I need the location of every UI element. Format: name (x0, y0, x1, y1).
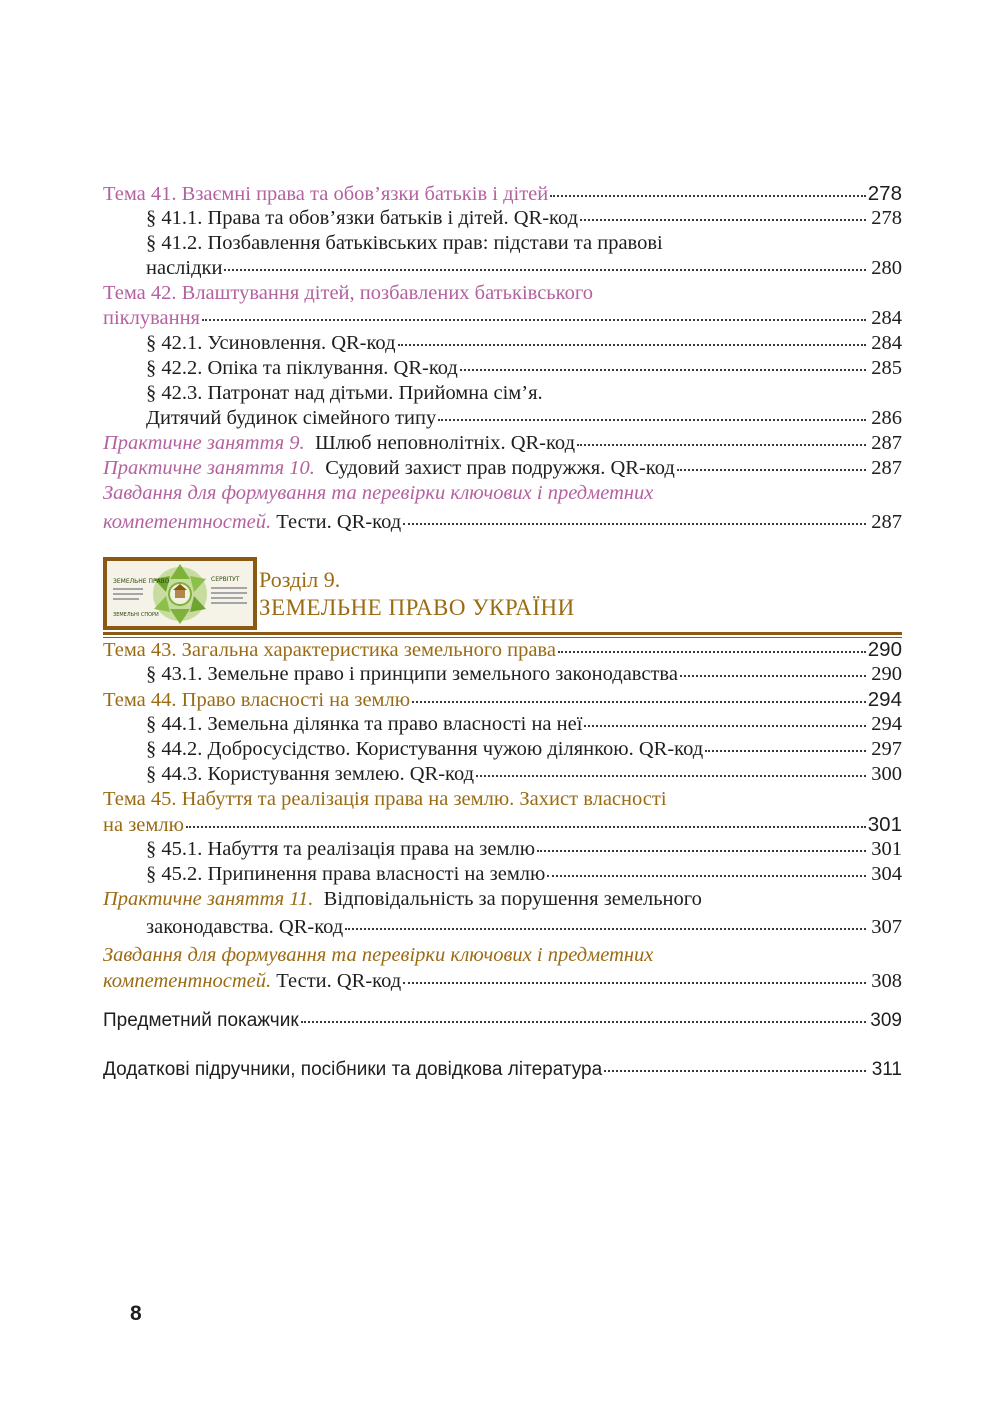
leader-dots (403, 982, 866, 984)
svg-text:СЕРВІТУТ: СЕРВІТУТ (211, 576, 240, 583)
toc-row-text: § 41.1. Права та обов’язки батьків і дітей. QR-код (146, 207, 579, 229)
page-ref: 285 (871, 357, 902, 379)
page-ref: 290 (867, 638, 902, 661)
page-ref: 287 (871, 511, 902, 533)
leader-dots (604, 1070, 866, 1072)
spacer (103, 996, 902, 1008)
page-ref: 308 (871, 970, 902, 992)
toc-row-45-1[interactable] (103, 837, 902, 862)
section-9-header (103, 557, 902, 637)
toc-row-43-1[interactable] (103, 662, 902, 687)
toc-row-text: Тема 41. Взаємні права та обов’язки батьків і дітей (103, 183, 549, 205)
leader-dots (584, 725, 866, 727)
toc-row-tema-43[interactable] (103, 637, 902, 662)
toc-row-tema-45-line2[interactable] (103, 812, 902, 837)
toc-row-text: Тести. QR-код (271, 970, 402, 992)
toc-section-9 (103, 637, 902, 1082)
leader-dots (345, 928, 866, 930)
toc-row-lead: Практичне заняття 10. (103, 457, 315, 479)
leader-dots (705, 750, 866, 752)
toc-row-text: Тести. QR-код (271, 511, 402, 533)
toc-row-text: Додаткові підручники, посібники та довідкова література (103, 1059, 603, 1080)
toc-row-text: § 44.1. Земельна ділянка та право власності на неї (146, 713, 583, 735)
toc-row-44-1[interactable] (103, 712, 902, 737)
toc-row-41-1[interactable] (103, 206, 902, 231)
leader-dots (476, 775, 866, 777)
page-ref: 300 (871, 763, 902, 785)
toc-row-text: § 44.3. Користування землею. QR-код (146, 763, 475, 785)
toc-row-42-3-line2[interactable] (103, 406, 902, 431)
leader-dots (537, 850, 866, 852)
leader-dots (550, 195, 866, 197)
toc-row-additional-literature[interactable] (103, 1057, 902, 1082)
page-ref: 304 (871, 863, 902, 885)
leader-dots (680, 675, 866, 677)
section-title: ЗЕМЕЛЬНЕ ПРАВО УКРАЇНИ (259, 595, 575, 620)
toc-row-41-2-line2[interactable] (103, 256, 902, 281)
toc-row-42-1[interactable] (103, 331, 902, 356)
toc-row-practice-9[interactable] (103, 431, 902, 456)
toc-row-tema-44[interactable] (103, 687, 902, 712)
toc-row-practice-11-line1[interactable] (103, 887, 902, 912)
page-ref: 284 (871, 307, 902, 329)
leader-dots (224, 269, 866, 271)
toc-row-subject-index[interactable] (103, 1008, 902, 1033)
spacer (103, 1033, 902, 1057)
toc-row-text: Предметний покажчик (103, 1010, 299, 1031)
svg-text:ЗЕМЕЛЬНІ СПОРИ: ЗЕМЕЛЬНІ СПОРИ (113, 612, 159, 618)
toc-row-44-2[interactable] (103, 737, 902, 762)
toc-row-tema-42-line1[interactable] (103, 281, 902, 306)
toc-row-lead: компетентностей. (103, 970, 272, 992)
page-number: 8 (130, 1302, 142, 1325)
toc-row-tasks-8-line1[interactable] (103, 481, 902, 506)
toc-row-text: § 44.2. Добросусідство. Користування чужою ділянкою. QR-код (146, 738, 704, 760)
leader-dots (677, 469, 866, 471)
toc-row-text: Дитячий будинок сімейного типу (146, 407, 437, 429)
leader-dots (580, 219, 866, 221)
section-label: Розділ 9. (259, 567, 341, 592)
page-ref: 301 (867, 813, 902, 836)
section-illustration-canvas (107, 561, 253, 626)
page-ref: 287 (871, 457, 902, 479)
section-rule-thick (103, 632, 902, 635)
leader-dots (186, 826, 866, 828)
toc-row-tasks-9-line1[interactable] (103, 940, 902, 968)
toc-row-42-2[interactable] (103, 356, 902, 381)
page-ref: 297 (871, 738, 902, 760)
toc-row-practice-11-line2[interactable] (103, 912, 902, 940)
leader-dots (301, 1021, 866, 1023)
page-ref: 290 (871, 663, 902, 685)
section-illustration (103, 557, 257, 630)
toc-row-text: Судовий захист прав подружжя. QR-код (314, 457, 675, 479)
toc-row-text: на землю (103, 814, 184, 836)
toc-row-lead: Завдання для формування та перевірки ключових і предметних (103, 944, 654, 966)
page-ref: 280 (871, 257, 902, 279)
page-ref: 309 (870, 1010, 902, 1031)
toc-row-text: § 42.3. Патронат над дітьми. Прийомна сім’я. (146, 382, 543, 404)
toc-row-text: Тема 44. Право власності на землю (103, 689, 411, 711)
leader-dots (438, 419, 866, 421)
leader-dots (558, 651, 866, 653)
toc-row-tema-42-line2[interactable] (103, 306, 902, 331)
toc-row-text: § 45.1. Набуття та реалізація права на землю (146, 838, 536, 860)
toc-row-text: § 45.2. Припинення права власності на землю (146, 863, 546, 885)
toc-row-42-3-line1[interactable] (103, 381, 902, 406)
toc-row-41-2-line1[interactable] (103, 231, 902, 256)
toc-row-lead: Практичне заняття 9. (103, 432, 305, 454)
page-ref: 301 (871, 838, 902, 860)
svg-text:ЗЕМЕЛЬНЕ ПРАВО: ЗЕМЕЛЬНЕ ПРАВО (113, 578, 170, 585)
toc-row-lead: Завдання для формування та перевірки ключових і предметних (103, 482, 654, 504)
toc-row-lead: Практичне заняття 11. (103, 888, 314, 910)
toc-row-tema-41[interactable] (103, 181, 902, 206)
toc-row-44-3[interactable] (103, 762, 902, 787)
toc-row-text: Тема 45. Набуття та реалізація права на землю. Захист власності (103, 788, 667, 810)
page-ref: 294 (871, 713, 902, 735)
leader-dots (403, 523, 866, 525)
page-ref: 311 (871, 1059, 902, 1080)
leader-dots (460, 369, 866, 371)
leader-dots (577, 444, 866, 446)
toc-row-tasks-8-line2[interactable] (103, 506, 902, 536)
page-ref: 284 (871, 332, 902, 354)
page-ref: 286 (871, 407, 902, 429)
leader-dots (547, 875, 866, 877)
leader-dots (398, 344, 866, 346)
toc-row-tasks-9-line2[interactable] (103, 968, 902, 996)
page-ref: 294 (867, 688, 902, 711)
toc-row-text: Шлюб неповнолітніх. QR-код (304, 432, 576, 454)
page-ref: 287 (871, 432, 902, 454)
land-law-infographic-icon (107, 561, 253, 626)
toc-row-text: § 41.2. Позбавлення батьківських прав: підстави та правові (146, 232, 663, 254)
toc-row-tema-45-line1[interactable] (103, 787, 902, 812)
toc-row-lead: компетентностей. (103, 511, 272, 533)
leader-dots (202, 319, 866, 321)
page-ref: 278 (871, 207, 902, 229)
page-ref: 278 (867, 182, 902, 205)
toc-row-text: § 42.2. Опіка та піклування. QR-код (146, 357, 458, 379)
toc-row-text: Тема 42. Влаштування дітей, позбавлених батьківського (103, 282, 593, 304)
page-ref: 307 (871, 916, 902, 938)
toc-row-45-2[interactable] (103, 862, 902, 887)
toc-section-8 (103, 181, 902, 536)
toc-row-text: Відповідальність за порушення земельного (313, 888, 702, 910)
leader-dots (412, 701, 866, 703)
toc-row-text: Тема 43. Загальна характеристика земельного права (103, 639, 556, 661)
toc-row-text: законодавства. QR-код (146, 916, 344, 938)
toc-row-text: § 42.1. Усиновлення. QR-код (146, 332, 396, 354)
toc-row-text: наслідки (146, 257, 223, 279)
toc-row-text: піклування (103, 307, 200, 329)
toc-row-text: § 43.1. Земельне право і принципи земельного законодавства (146, 663, 678, 685)
toc-row-practice-10[interactable] (103, 456, 902, 481)
